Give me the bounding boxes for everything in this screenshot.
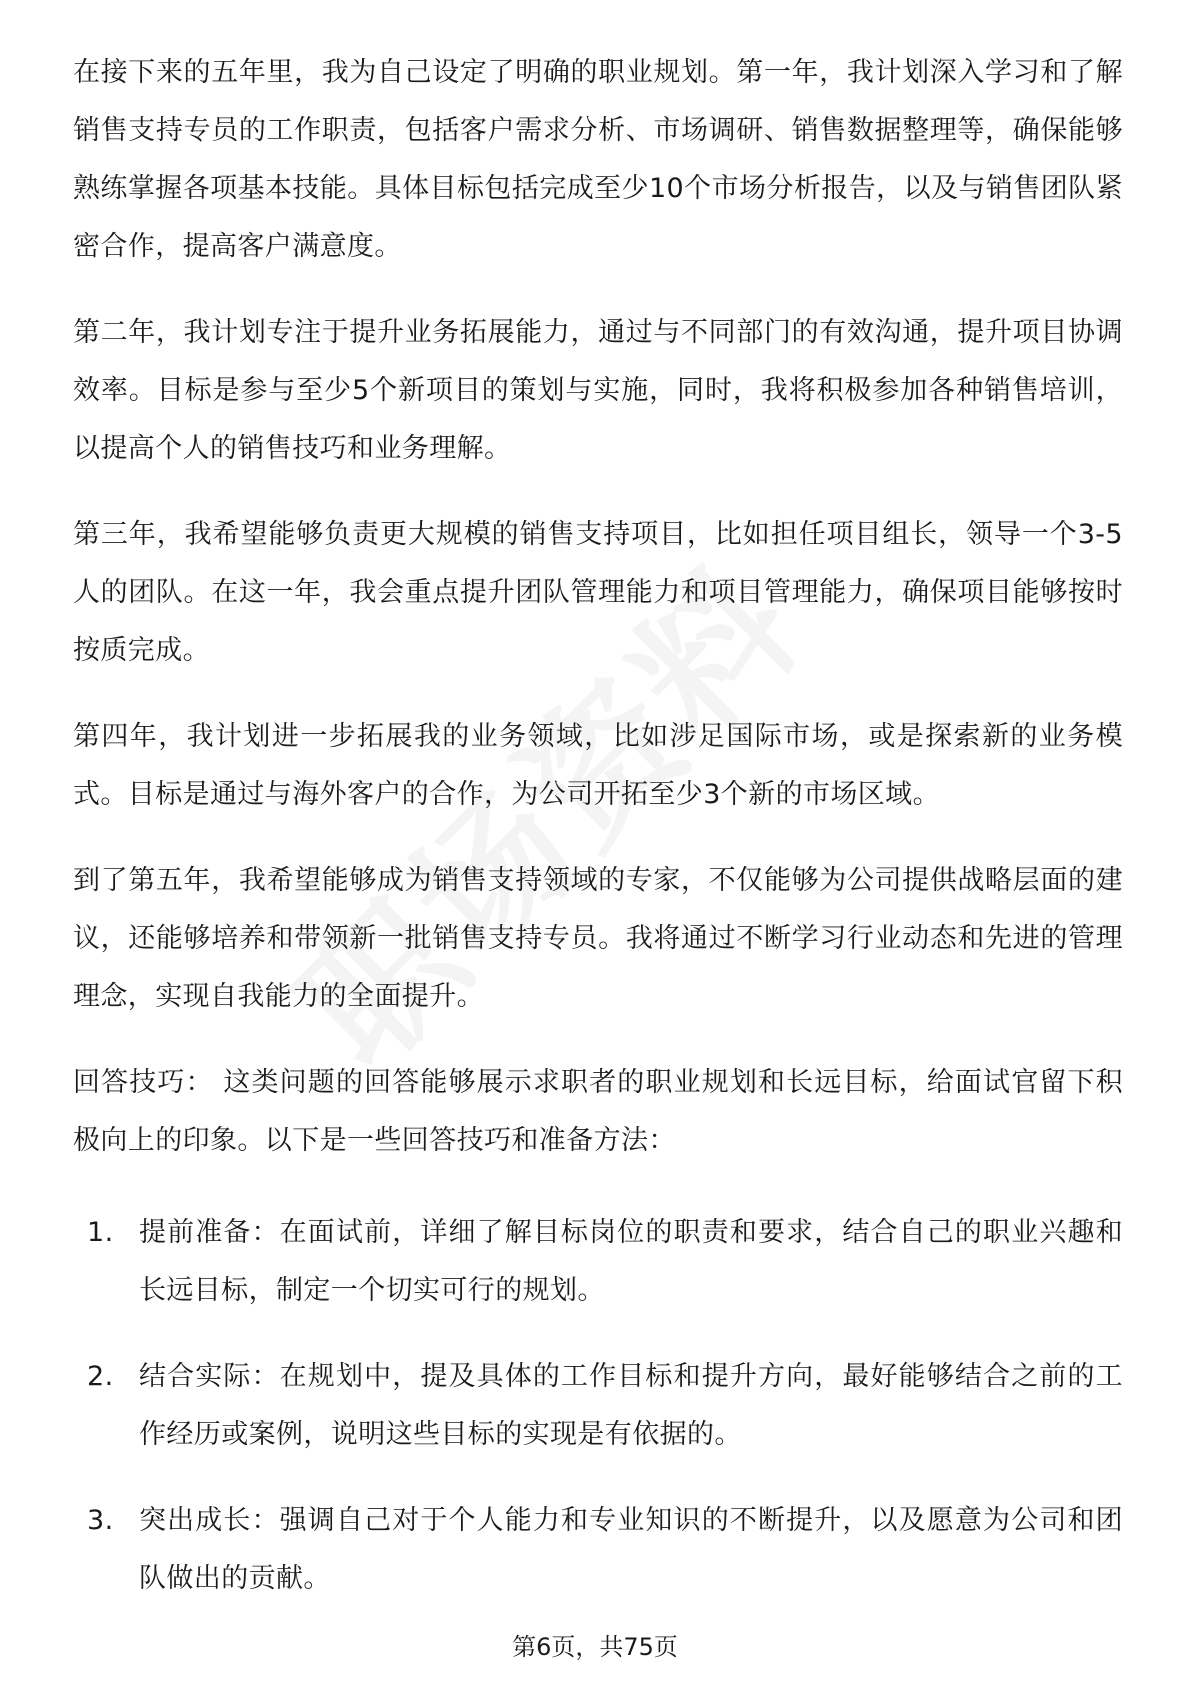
list-item-number: 2.: [87, 1361, 114, 1392]
page-content: [73, 44, 1123, 1636]
list-item-text: 突出成长：强调自己对于个人能力和专业知识的不断提升，以及愿意为公司和团队做出的贡献。: [139, 1505, 1123, 1594]
paragraph-year-three: 第三年，我希望能够负责更大规模的销售支持项目，比如担任项目组长，领导一个3-5人的团队。在这一年，我会重点提升团队管理能力和项目管理能力，确保项目能够按时按质完成。: [73, 519, 1123, 666]
page-number-footer: 第6页，共75页: [512, 1633, 678, 1661]
paragraph-year-four: 第四年，我计划进一步拓展我的业务领域，比如涉足国际市场，或是探索新的业务模式。目标是通过与海外客户的合作，为公司开拓至少3个新的市场区域。: [73, 721, 1123, 810]
list-item: [87, 1348, 1123, 1464]
list-item-number: 3.: [87, 1505, 114, 1536]
tips-list: [73, 1204, 1123, 1608]
list-item-text: 提前准备：在面试前，详细了解目标岗位的职责和要求，结合自己的职业兴趣和长远目标，制定一个切实可行的规划。: [139, 1217, 1123, 1306]
list-item: [87, 1492, 1123, 1608]
paragraph-year-two: 第二年，我计划专注于提升业务拓展能力，通过与不同部门的有效沟通，提升项目协调效率。目标是参与至少5个新项目的策划与实施，同时，我将积极参加各种销售培训，以提高个人的销售技巧和业务理解。: [73, 317, 1123, 464]
list-item-number: 1.: [87, 1217, 114, 1248]
paragraph-year-five: 到了第五年，我希望能够成为销售支持领域的专家，不仅能够为公司提供战略层面的建议，还能够培养和带领新一批销售支持专员。我将通过不断学习行业动态和先进的管理理念，实现自我能力的全面提升。: [73, 865, 1123, 1012]
list-item: [87, 1204, 1123, 1320]
paragraph-year-one: 在接下来的五年里，我为自己设定了明确的职业规划。第一年，我计划深入学习和了解销售支持专员的工作职责，包括客户需求分析、市场调研、销售数据整理等，确保能够熟练掌握各项基本技能。具体目标包括完成至少10个市场分析报告，以及与销售团队紧密合作，提高客户满意度。: [73, 57, 1123, 262]
list-item-text: 结合实际：在规划中，提及具体的工作目标和提升方向，最好能够结合之前的工作经历或案例，说明这些目标的实现是有依据的。: [139, 1361, 1123, 1450]
tips-intro: 回答技巧： 这类问题的回答能够展示求职者的职业规划和长远目标，给面试官留下积极向上的印象。以下是一些回答技巧和准备方法：: [73, 1067, 1123, 1156]
